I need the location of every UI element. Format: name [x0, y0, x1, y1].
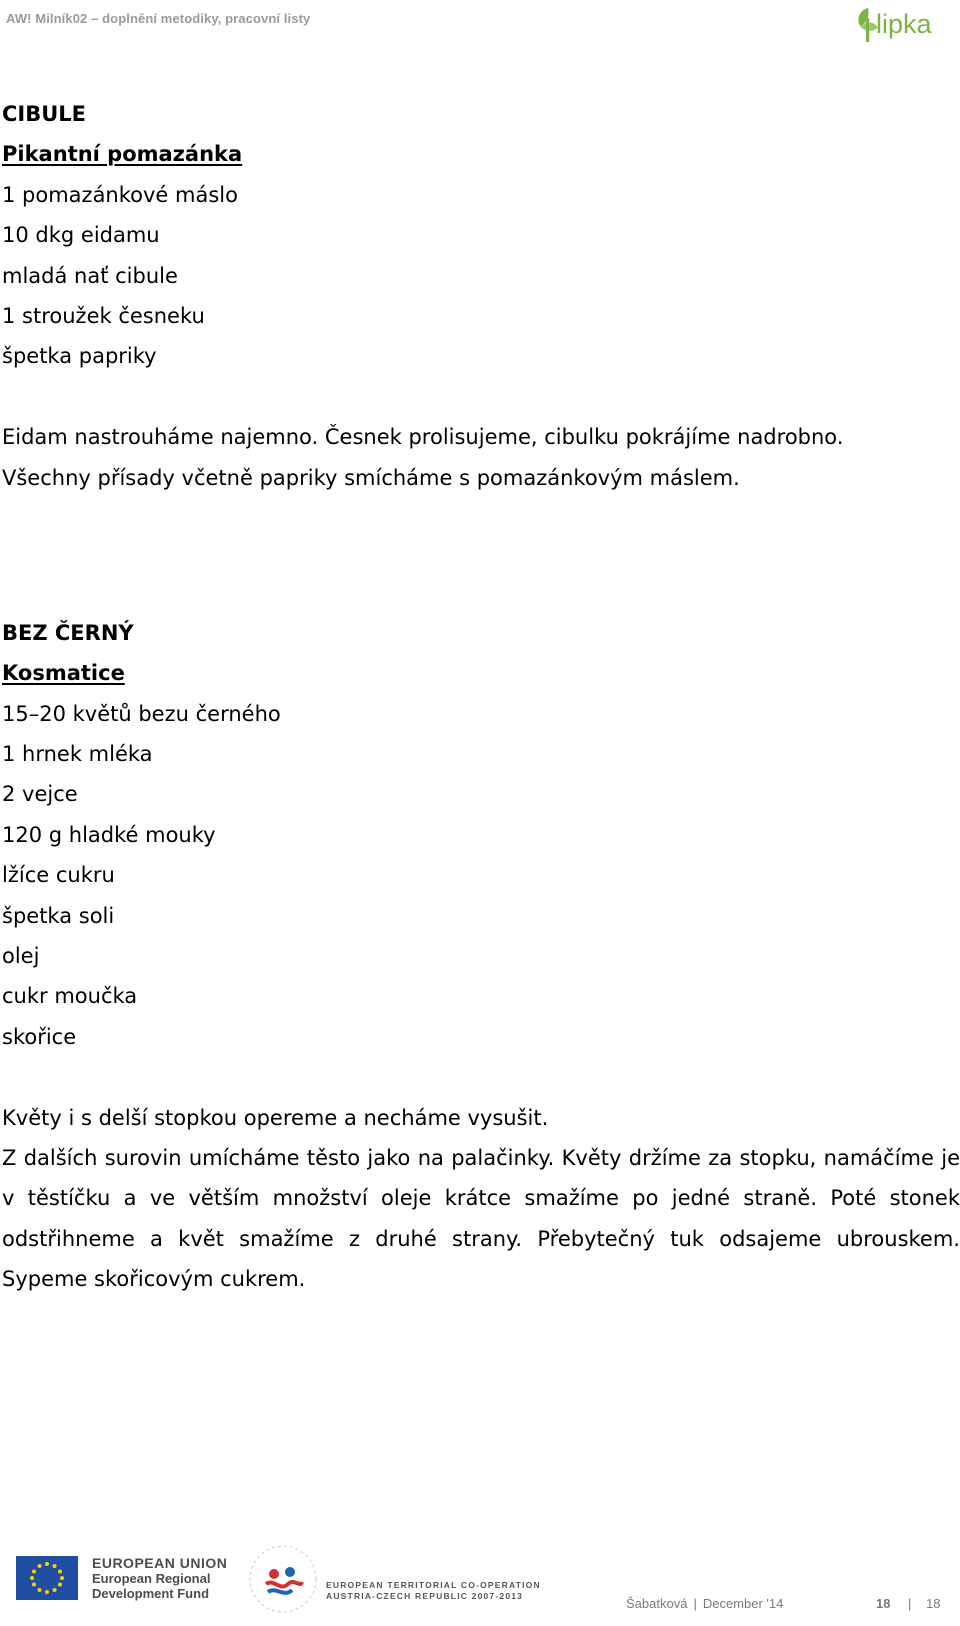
eu-line-1: EUROPEAN UNION	[92, 1555, 228, 1571]
ingredient-item: 1 pomazánkové máslo	[2, 182, 238, 207]
ingredient-item: lžíce cukru	[2, 863, 115, 888]
ingredient-item: cukr moučka	[2, 984, 138, 1009]
eu-line-2: European Regional	[92, 1571, 211, 1586]
instruction-line: Všechny přísady včetně papriky smícháme s pomazánkovým máslem.	[2, 465, 740, 490]
section-heading-bez-cerny: BEZ ČERNÝ	[2, 620, 134, 645]
instruction-line: Květy i s delší stopkou opereme a necháme vysušit.	[2, 1105, 549, 1130]
document-date: December '14	[702, 1596, 784, 1611]
section-heading-cibule: CIBULE	[2, 102, 87, 126]
page-info	[626, 1596, 941, 1611]
lipka-logo-text: lipka	[876, 9, 932, 39]
ingredient-item: 120 g hladké mouky	[2, 822, 216, 847]
ingredient-item: 1 stroužek česneku	[2, 303, 205, 328]
document-body	[2, 94, 960, 1300]
ingredient-item: mladá nať cibule	[2, 263, 178, 288]
page-number-current: 18	[876, 1596, 891, 1611]
spacer	[2, 579, 960, 613]
page-footer	[0, 1540, 960, 1626]
eu-line-3: Development Fund	[92, 1586, 210, 1601]
ingredient-item: olej	[2, 944, 40, 969]
lipka-logo	[854, 4, 954, 44]
ingredient-item: špetka soli	[2, 903, 115, 928]
ingredient-item: špetka papriky	[2, 344, 157, 369]
document-header-title: AW! Milník02 – doplnění metodiky, pracovní listy	[6, 11, 311, 26]
separator: |	[693, 1596, 697, 1611]
instruction-paragraph: Z dalších surovin umícháme těsto jako na palačinky. Květy držíme za stopku, namáčíme je v těstíčku a ve větším množství oleje krátce smažíme po jedné straně. Poté stonek odstřihneme a květ smažíme z druhé strany. Přebytečný tuk odsajeme ubrouskem. Sypeme skořicovým cukrem.	[2, 1145, 960, 1292]
page-number-separator: |	[908, 1596, 912, 1611]
ingredient-item: 2 vejce	[2, 782, 78, 807]
eu-flag-icon	[16, 1556, 78, 1600]
spacer	[2, 498, 960, 579]
lipka-logo-icon	[854, 4, 954, 44]
page-number-total: 18	[926, 1596, 941, 1611]
etc-line-1: EUROPEAN TERRITORIAL CO-OPERATION	[326, 1580, 541, 1590]
ingredient-item: 1 hrnek mléka	[2, 742, 153, 767]
ingredient-item: 10 dkg eidamu	[2, 223, 160, 248]
ingredient-item: 15–20 květů bezu černého	[2, 701, 281, 726]
ingredient-item: skořice	[2, 1024, 77, 1049]
author-name: Šabatková	[626, 1596, 688, 1611]
cz-cooperation-logo-icon	[244, 1540, 322, 1618]
recipe-title-kosmatice: Kosmatice	[2, 661, 125, 686]
spacer	[2, 377, 960, 417]
etc-label	[326, 1580, 541, 1602]
recipe-title-pikantni-pomazanka: Pikantní pomazánka	[2, 142, 243, 167]
instruction-line: Eidam nastrouháme najemno. Česnek prolisujeme, cibulku pokrájíme nadrobno.	[2, 425, 844, 450]
spacer	[2, 1057, 960, 1097]
etc-line-2: AUSTRIA-CZECH REPUBLIC 2007-2013	[326, 1591, 524, 1601]
eu-fund-label	[92, 1556, 227, 1601]
